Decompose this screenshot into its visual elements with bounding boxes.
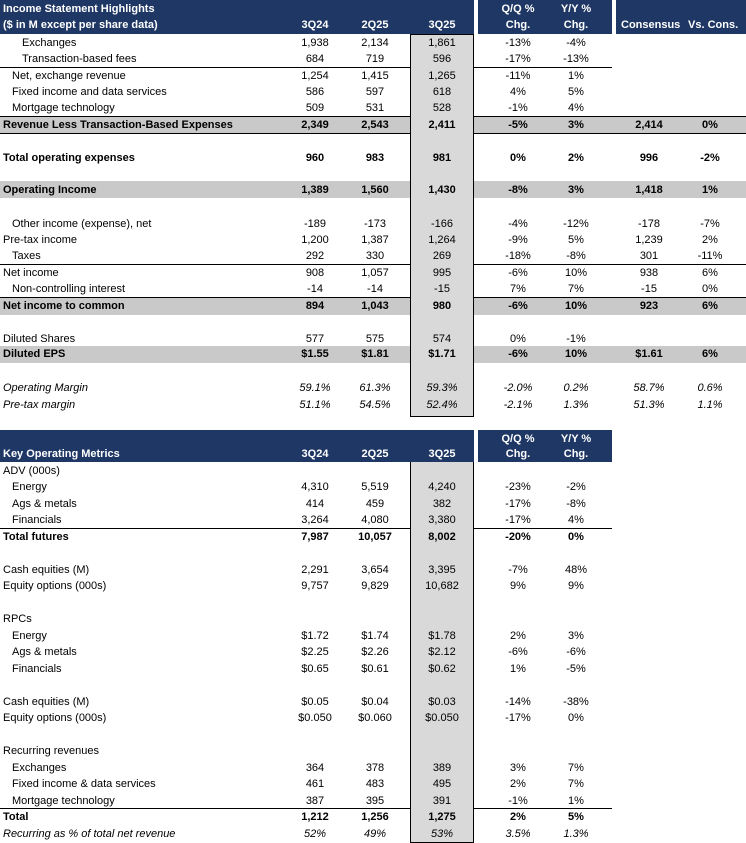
cell-vs-consensus: 6% — [702, 267, 718, 279]
cell-yy-change: 1% — [568, 70, 584, 82]
cell-value: 2,411 — [428, 119, 456, 131]
cell-consensus: -178 — [637, 218, 661, 230]
row-label: Mortgage technology — [12, 102, 115, 114]
row-label: Transaction-based fees — [22, 53, 137, 65]
cell-yy-change: 5% — [568, 234, 584, 246]
cell-value: 3,395 — [428, 564, 456, 576]
cell-value: 1,938 — [301, 37, 329, 49]
cell-consensus: 51.3% — [633, 399, 665, 411]
cell-yy-change: -13% — [563, 53, 589, 65]
cell-value: 586 — [305, 86, 325, 98]
row-label: Energy — [12, 481, 47, 493]
cell-value: 574 — [432, 333, 452, 345]
cell-vs-consensus: -11% — [697, 250, 723, 262]
cell-value: 2,543 — [361, 119, 389, 131]
rule — [474, 67, 612, 68]
cell-qq-change: -5% — [508, 119, 528, 131]
cell-yy-change: -8% — [566, 250, 586, 262]
rule — [474, 528, 612, 529]
cell-value: 414 — [305, 498, 325, 510]
cell-value: 2,134 — [361, 37, 389, 49]
col-header-3q24: 3Q24 — [301, 19, 329, 31]
cell-yy-change: 1% — [568, 795, 584, 807]
cell-value: 980 — [432, 300, 452, 312]
qq-header-2: Chg. — [505, 19, 531, 31]
cell-value: -189 — [303, 218, 327, 230]
cell-vs-consensus: 2% — [702, 234, 718, 246]
cell-value: 597 — [365, 86, 385, 98]
cell-value: 1,430 — [428, 184, 456, 196]
cell-value: $2.26 — [361, 646, 389, 658]
cell-value: 7,987 — [301, 531, 329, 543]
cell-yy-change: 4% — [568, 514, 584, 526]
cell-qq-change: 7% — [510, 283, 526, 295]
cell-qq-change: 4% — [510, 86, 526, 98]
row-label: Financials — [12, 514, 62, 526]
cell-qq-change: -1% — [508, 102, 528, 114]
rule — [0, 297, 410, 298]
cell-value: 1,861 — [428, 37, 456, 49]
cell-qq-change: 0% — [510, 333, 526, 345]
kom-qq-header-2: Chg. — [505, 448, 531, 460]
cell-value: -14 — [307, 283, 323, 295]
row-label: Total operating expenses — [3, 152, 135, 164]
qq-header-1: Q/Q % — [501, 3, 535, 15]
kom-qq-header-1: Q/Q % — [501, 433, 535, 445]
cell-value: $2.25 — [301, 646, 329, 658]
cell-qq-change: -2.0% — [503, 382, 533, 394]
cell-value: 577 — [305, 333, 325, 345]
cell-value: 960 — [305, 152, 325, 164]
vs-cons-header: Vs. Cons. — [688, 19, 739, 31]
cell-qq-change: -20% — [505, 531, 531, 543]
cell-yy-change: -2% — [566, 481, 586, 493]
cell-vs-consensus: 0.6% — [697, 382, 723, 394]
rule — [474, 297, 746, 298]
yy-header-1: Y/Y % — [560, 3, 592, 15]
cell-qq-change: 2% — [510, 630, 526, 642]
cell-value: 9,757 — [301, 580, 329, 592]
cell-value: 1,264 — [428, 234, 456, 246]
cell-yy-change: 1.3% — [563, 399, 589, 411]
row-label: Fixed income and data services — [12, 86, 167, 98]
row-label: Mortgage technology — [12, 795, 115, 807]
cell-yy-change: -5% — [566, 663, 586, 675]
cell-value: 59.3% — [426, 382, 458, 394]
cell-value: 483 — [365, 778, 385, 790]
rule — [0, 67, 410, 68]
cell-qq-change: -2.1% — [503, 399, 533, 411]
cell-value: 395 — [365, 795, 385, 807]
row-label: RPCs — [3, 613, 32, 625]
cell-qq-change: -23% — [505, 481, 531, 493]
row-label: Operating Margin — [3, 382, 88, 394]
cell-yy-change: 5% — [568, 811, 584, 823]
cell-qq-change: 9% — [510, 580, 526, 592]
cell-value: 995 — [432, 267, 452, 279]
cell-value: 531 — [365, 102, 385, 114]
cell-qq-change: -17% — [505, 53, 531, 65]
row-label: Net income — [3, 267, 59, 279]
cell-value: 378 — [365, 762, 385, 774]
row-label: Taxes — [12, 250, 41, 262]
cell-qq-change: -18% — [505, 250, 531, 262]
cell-value: 1,254 — [301, 70, 329, 82]
cell-value: 4,310 — [301, 481, 329, 493]
row-label: Cash equities (M) — [3, 696, 90, 708]
cell-yy-change: -4% — [566, 37, 586, 49]
row-label: Exchanges — [22, 37, 77, 49]
row-label: Operating Income — [3, 184, 97, 196]
cell-qq-change: -17% — [505, 498, 531, 510]
cell-value: $0.62 — [428, 663, 456, 675]
rule — [474, 133, 746, 134]
cell-value: 9,829 — [361, 580, 389, 592]
row-label: Equity options (000s) — [3, 580, 107, 592]
cell-value: 269 — [432, 250, 452, 262]
cell-value: 575 — [365, 333, 385, 345]
cell-value: $1.74 — [361, 630, 389, 642]
cell-value: $0.03 — [428, 696, 456, 708]
cell-qq-change: -11% — [505, 70, 531, 82]
cell-value: 2,291 — [301, 564, 329, 576]
cell-qq-change: 0% — [510, 152, 526, 164]
kom-col-header-3q24: 3Q24 — [301, 448, 329, 460]
cell-value: 1,200 — [301, 234, 329, 246]
cell-value: 461 — [305, 778, 325, 790]
cell-yy-change: 7% — [568, 762, 584, 774]
cell-value: 1,387 — [361, 234, 389, 246]
cell-value: $1.81 — [361, 348, 389, 360]
row-label: Net income to common — [3, 300, 125, 312]
cell-value: 4,240 — [428, 481, 456, 493]
row-label: Energy — [12, 630, 47, 642]
cell-yy-change: -38% — [563, 696, 589, 708]
cell-value: 495 — [432, 778, 452, 790]
cell-value: $1.72 — [301, 630, 329, 642]
cell-value: 5,519 — [361, 481, 389, 493]
cell-value: 61.3% — [359, 382, 391, 394]
row-label: Pre-tax margin — [3, 399, 76, 411]
kom-col-header-3q25: 3Q25 — [428, 448, 456, 460]
rule — [0, 808, 410, 809]
cell-yy-change: 10% — [564, 267, 588, 279]
cell-yy-change: 0% — [568, 712, 584, 724]
cell-value: 618 — [432, 86, 452, 98]
row-label: Diluted Shares — [3, 333, 76, 345]
cell-yy-change: 10% — [564, 348, 588, 360]
cell-value: 330 — [365, 250, 385, 262]
cell-value: 719 — [365, 53, 385, 65]
cell-yy-change: 7% — [568, 283, 584, 295]
row-label: Non-controlling interest — [12, 283, 126, 295]
cell-value: 2,349 — [301, 119, 329, 131]
cell-vs-consensus: 6% — [702, 348, 718, 360]
cell-vs-consensus: 6% — [702, 300, 718, 312]
cell-vs-consensus: 0% — [702, 283, 718, 295]
cell-value: 1,560 — [361, 184, 389, 196]
row-label: Recurring revenues — [3, 745, 99, 757]
cell-qq-change: -13% — [505, 37, 531, 49]
cell-value: 53% — [430, 828, 454, 840]
cell-yy-change: 10% — [564, 300, 588, 312]
row-label: Ags & metals — [12, 498, 77, 510]
cell-value: 981 — [432, 152, 452, 164]
row-label: Total futures — [3, 531, 69, 543]
income-title: Income Statement Highlights — [3, 3, 155, 15]
cell-yy-change: 2% — [568, 152, 584, 164]
cell-value: 59.1% — [299, 382, 331, 394]
cell-value: $0.04 — [361, 696, 389, 708]
cell-qq-change: -4% — [508, 218, 528, 230]
cell-qq-change: -17% — [505, 712, 531, 724]
cell-vs-consensus: -7% — [700, 218, 720, 230]
row-label: Equity options (000s) — [3, 712, 107, 724]
cell-vs-consensus: -2% — [700, 152, 720, 164]
cell-vs-consensus: 0% — [702, 119, 718, 131]
cell-qq-change: -6% — [508, 348, 528, 360]
rule — [0, 133, 410, 134]
cell-value: 1,057 — [361, 267, 389, 279]
cell-yy-change: 7% — [568, 778, 584, 790]
cell-vs-consensus: 1% — [702, 184, 718, 196]
cell-qq-change: 3% — [510, 762, 526, 774]
kom-yy-header-1: Y/Y % — [560, 433, 592, 445]
cell-value: $1.55 — [301, 348, 329, 360]
cell-value: -173 — [363, 218, 387, 230]
cell-qq-change: 2% — [510, 811, 526, 823]
cell-qq-change: -17% — [505, 514, 531, 526]
cell-value: 894 — [305, 300, 325, 312]
cell-value: 292 — [305, 250, 325, 262]
cell-value: 8,002 — [428, 531, 456, 543]
cell-yy-change: 9% — [568, 580, 584, 592]
cell-qq-change: -6% — [508, 267, 528, 279]
kom-title: Key Operating Metrics — [3, 448, 120, 460]
row-label: ADV (000s) — [3, 465, 60, 477]
row-label: Financials — [12, 663, 62, 675]
cell-value: $1.78 — [428, 630, 456, 642]
cell-value: 3,654 — [361, 564, 389, 576]
cell-consensus: $1.61 — [635, 348, 663, 360]
cell-value: 52% — [303, 828, 327, 840]
cell-value: 3,264 — [301, 514, 329, 526]
cell-value: 1,415 — [361, 70, 389, 82]
cell-value: $0.060 — [358, 712, 392, 724]
cell-value: $0.61 — [361, 663, 389, 675]
cell-value: 1,043 — [361, 300, 389, 312]
cell-qq-change: 2% — [510, 778, 526, 790]
col-header-3q25: 3Q25 — [428, 19, 456, 31]
cell-value: 459 — [365, 498, 385, 510]
cell-value: 391 — [432, 795, 452, 807]
row-label: Exchanges — [12, 762, 67, 774]
rule — [0, 528, 410, 529]
cell-value: 51.1% — [299, 399, 331, 411]
cell-qq-change: -9% — [508, 234, 528, 246]
cell-qq-change: -8% — [508, 184, 528, 196]
cell-yy-change: 5% — [568, 86, 584, 98]
rule — [0, 116, 410, 117]
cell-yy-change: -6% — [566, 646, 586, 658]
col-header-2q25: 2Q25 — [361, 19, 389, 31]
cell-value: $0.050 — [425, 712, 459, 724]
cell-yy-change: 3% — [568, 184, 584, 196]
row-label: Recurring as % of total net revenue — [3, 828, 176, 840]
cell-value: 387 — [305, 795, 325, 807]
cell-consensus: 1,239 — [635, 234, 663, 246]
cell-value: 4,080 — [361, 514, 389, 526]
cell-value: -14 — [367, 283, 383, 295]
cell-yy-change: 4% — [568, 102, 584, 114]
cell-consensus: 923 — [639, 300, 659, 312]
kom-yy-header-2: Chg. — [563, 448, 589, 460]
row-label: Fixed income & data services — [12, 778, 156, 790]
cell-value: 382 — [432, 498, 452, 510]
cell-value: $0.050 — [298, 712, 332, 724]
cell-value: 684 — [305, 53, 325, 65]
cell-qq-change: -1% — [508, 795, 528, 807]
cell-value: $1.71 — [428, 348, 456, 360]
row-label: Ags & metals — [12, 646, 77, 658]
cell-value: 54.5% — [359, 399, 391, 411]
cell-qq-change: -7% — [508, 564, 528, 576]
cell-yy-change: 1.3% — [563, 828, 589, 840]
cell-value: -166 — [430, 218, 454, 230]
cell-qq-change: -6% — [508, 646, 528, 658]
cell-qq-change: -14% — [505, 696, 531, 708]
rule — [474, 116, 746, 117]
cell-consensus: 2,414 — [635, 119, 663, 131]
rule — [474, 264, 746, 265]
cell-qq-change: 3.5% — [505, 828, 531, 840]
cell-value: $0.65 — [301, 663, 329, 675]
cell-value: 3,380 — [428, 514, 456, 526]
cell-yy-change: 0.2% — [563, 382, 589, 394]
row-label: Net, exchange revenue — [12, 70, 126, 82]
cell-value: 509 — [305, 102, 325, 114]
rule — [474, 808, 612, 809]
cell-qq-change: 1% — [510, 663, 526, 675]
row-label: Cash equities (M) — [3, 564, 90, 576]
cell-yy-change: -1% — [566, 333, 586, 345]
row-label: Other income (expense), net — [12, 218, 152, 230]
cell-value: 1,275 — [428, 811, 456, 823]
cell-value: 528 — [432, 102, 452, 114]
row-label: Total — [3, 811, 29, 823]
cell-value: 1,389 — [301, 184, 329, 196]
cell-value: 1,212 — [301, 811, 329, 823]
cell-value: 1,256 — [361, 811, 389, 823]
cell-value: $0.05 — [301, 696, 329, 708]
cell-value: 1,265 — [428, 70, 456, 82]
cell-yy-change: 48% — [564, 564, 588, 576]
cell-value: 983 — [365, 152, 385, 164]
cell-consensus: 996 — [639, 152, 659, 164]
cell-yy-change: 3% — [568, 119, 584, 131]
cell-consensus: 301 — [639, 250, 659, 262]
consensus-header: Consensus — [621, 19, 681, 31]
income-subtitle: ($ in M except per share data) — [3, 19, 158, 31]
row-label: Revenue Less Transaction-Based Expenses — [3, 119, 233, 131]
cell-yy-change: 3% — [568, 630, 584, 642]
row-label: Diluted EPS — [3, 348, 66, 360]
cell-qq-change: -6% — [508, 300, 528, 312]
cell-value: -15 — [434, 283, 450, 295]
cell-value: 364 — [305, 762, 325, 774]
yy-header-2: Chg. — [563, 19, 589, 31]
cell-value: 908 — [305, 267, 325, 279]
cell-value: 52.4% — [426, 399, 458, 411]
row-label: Pre-tax income — [3, 234, 77, 246]
cell-yy-change: 0% — [568, 531, 584, 543]
cell-consensus: 58.7% — [633, 382, 665, 394]
rule — [0, 264, 410, 265]
cell-yy-change: -12% — [563, 218, 589, 230]
cell-value: 10,682 — [425, 580, 459, 592]
cell-yy-change: -8% — [566, 498, 586, 510]
cell-vs-consensus: 1.1% — [697, 399, 723, 411]
kom-col-header-2q25: 2Q25 — [361, 448, 389, 460]
cell-consensus: 1,418 — [635, 184, 663, 196]
cell-value: 596 — [432, 53, 452, 65]
cell-consensus: 938 — [639, 267, 659, 279]
cell-value: 49% — [363, 828, 387, 840]
cell-value: 389 — [432, 762, 452, 774]
cell-value: 10,057 — [358, 531, 392, 543]
cell-consensus: -15 — [641, 283, 657, 295]
cell-value: $2.12 — [428, 646, 456, 658]
